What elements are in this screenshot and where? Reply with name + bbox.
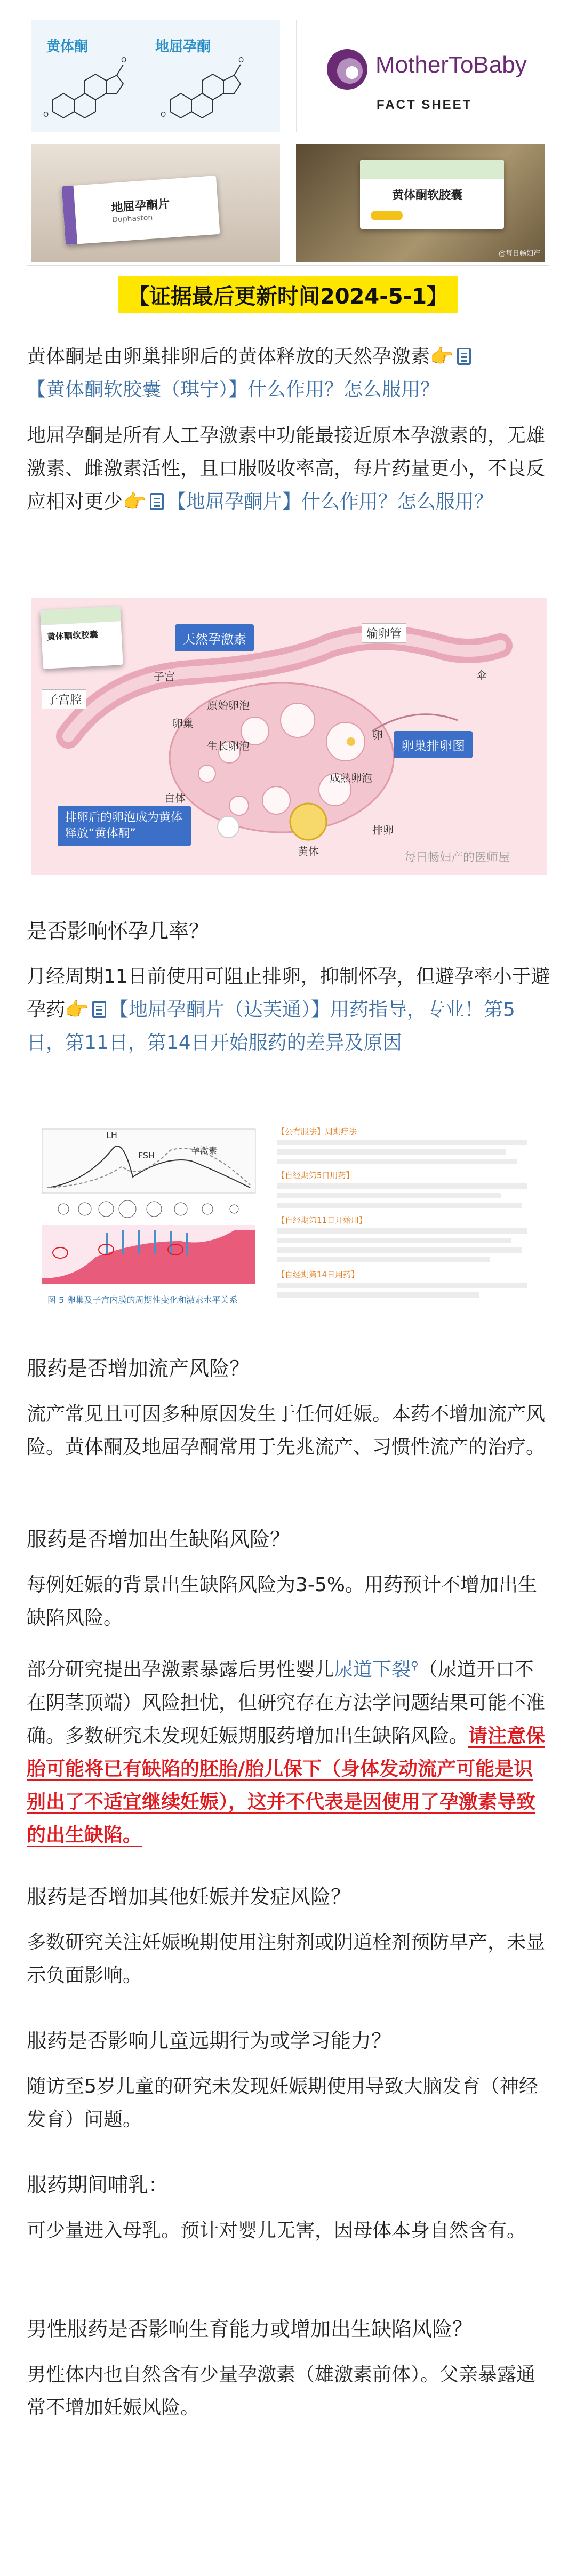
mature-follicle-label: 成熟卵泡 [330,772,372,784]
section-heading-complications: 服药是否增加其他妊娠并发症风险？ [27,1885,351,1909]
natural-progestin-tag: 天然孕激素 [175,624,254,651]
dydrogesterone-box-photo [31,144,280,262]
paragraph-hypospadias [27,1649,552,1852]
progestin-curve-label: 孕激素 [191,1146,218,1156]
lh-label: LH [106,1130,117,1140]
drug-box [62,176,220,245]
drug-box-2 [360,160,504,229]
progesterone-label: 黄体酮 [46,39,89,55]
ovulation-diagram-tag: 卵巢排卵图 [394,731,473,758]
document-icon [457,348,471,365]
ovum-label: 卵 [372,729,383,742]
note-title-1: 【公有服法】周期疗法 [277,1127,357,1136]
dydrogesterone-label: 地屈孕酮 [155,39,211,55]
capsule-box [40,606,123,669]
capsule-box-name: 黄体酮软胶囊 [46,629,99,642]
section-heading-miscarriage: 服药是否增加流产风险？ [27,1357,250,1380]
fallopian-tube-label: 输卵管 [362,623,406,643]
paragraph-text: 部分研究提出孕激素暴露后男性婴儿 [27,1659,334,1681]
uterus-label: 子宫 [154,670,175,683]
section-heading-pregnancy: 是否影响怀孕几率？ [27,919,210,943]
mothertobaby-title: MotherToBaby [375,52,527,78]
ovary-label: 卵巢 [172,717,194,730]
paragraph-birth-defects-risk: 每例妊娠的背景出生缺陷风险为3-5%。用药预计不增加出生缺陷风险。 [27,1574,538,1629]
mothertobaby-logo-icon [325,47,369,91]
paragraph-text: 地屈孕酮是所有人工孕激素中功能最接近原本孕激素的，无雄激素、雌激素活性，且口服吸收率高，每片药量更小，不良反应相对更少👉 [27,425,546,513]
primordial-follicle-label: 原始卵泡 [207,699,250,712]
update-date-text: 【证据最后更新时间2024-5-1】 [118,276,458,313]
paragraph-dydrogesterone [27,419,552,519]
paragraph-progesterone [27,340,552,407]
warning-highlight: 请注意保胎可能将已有缺陷的胚胎/胎儿保下（身体发动流产可能是识别出了不适宜继续妊娠），这并不代表是因使用了孕激素导致的出生缺陷。 [27,1725,546,1846]
svg-text:O: O [121,57,127,65]
molecule-drawing [31,20,280,132]
hypospadias-link[interactable]: 尿道下裂 [334,1659,411,1681]
growing-follicle-label: 生长卵泡 [207,740,250,752]
uterine-cavity-label: 子宫腔 [42,689,86,709]
diagram2-notes [277,1126,538,1307]
svg-text:O: O [43,111,49,119]
header-image-grid[interactable] [27,15,549,266]
search-icon[interactable]: ⚲ [411,1659,419,1672]
update-date-banner [0,276,576,313]
progesterone-box-photo [296,144,545,262]
diagram-watermark: 每日畅妇产的医师屋 [404,851,510,864]
drug-box-brand: Duphaston [111,213,153,225]
dydrogesterone-tablet-link[interactable]: 【地屈孕酮片】什么作用？怎么服用？ [166,491,493,513]
corpus-luteum-label: 黄体 [298,845,319,858]
section-heading-male-exposure: 男性服药是否影响生育能力或增加出生缺陷风险？ [27,2317,473,2341]
chemical-structure-image [31,20,280,132]
hormone-cycle-diagram[interactable] [31,1118,547,1315]
paragraph-text: 黄体酮是由卵巢排卵后的黄体释放的天然孕激素👉 [27,346,454,368]
ovulation-note-tag: 排卵后的卵泡成为黄体释放“黄体酮” [58,806,191,846]
fact-sheet-label: FACT SHEET [377,98,473,112]
paragraph-complications: 多数研究关注妊娠晚期使用注射剂或阴道栓剂预防早产，未显示负面影响。 [27,1931,546,1986]
paragraph-child-development: 随访至5岁儿童的研究未发现妊娠期使用导致大脑发育（神经发育）问题。 [27,2076,538,2130]
section-heading-child-development: 服药是否影响儿童远期行为或学习能力？ [27,2029,392,2053]
diagram2-caption: 图 5 卵巢及子宫内膜的周期性变化和激素水平关系 [47,1295,238,1305]
mothertobaby-logo-image [296,20,545,132]
document-icon [92,1001,106,1018]
ovulated-label: 排卵 [372,824,394,837]
section-heading-breastfeeding: 服药期间哺乳： [27,2173,169,2197]
fimbria-label: 伞 [476,669,487,682]
paragraph-miscarriage: 流产常见且可因多种原因发生于任何妊娠。本药不增加流产风险。黄体酮及地屈孕酮常用于先兆流产、习惯性流产的治疗。 [27,1403,546,1458]
paragraph-text: 月经周期11日前使用可阻止排卵，抑制怀孕，但避孕率小于避孕药👉 [27,966,550,1021]
paragraph-pregnancy [27,960,552,1060]
paragraph-male-exposure: 男性体内也自然含有少量孕激素（雄激素前体）。父亲暴露通常不增加妊娠风险。 [27,2364,536,2419]
svg-text:O: O [161,111,166,119]
note-title-2: 【自经期第5日用药】 [277,1171,354,1180]
corpus-albicans-label: 白体 [164,792,186,805]
paragraph-breastfeeding: 可少量进入母乳。预计对婴儿无害，因母体本身自然含有。 [27,2220,526,2241]
drug-box-2-name: 黄体酮软胶囊 [392,189,463,202]
svg-text:O: O [238,57,244,65]
photo-watermark: @每日畅妇产 [498,250,540,258]
hormone-curve-drawing [31,1118,266,1315]
paragraph-text-2: （尿道开口不在阴茎顶端）风险担忧，但研究存在方法学问题结果可能不准确。多数研究未发现妊娠期服药增加出生缺陷风险。 [27,1659,546,1747]
ovary-uterus-diagram[interactable] [31,598,547,875]
section-heading-birth-defects: 服药是否增加出生缺陷风险？ [27,1528,291,1551]
note-title-4: 【自经期第14日用药】 [277,1270,359,1279]
dydrogesterone-guide-link[interactable]: 【地屈孕酮片（达芙通）】用药指导，专业！第5日，第11日，第14日开始服药的差异及原因 [27,999,515,1054]
drug-box-name: 地屈孕酮片 [110,197,171,215]
document-icon [150,493,164,510]
note-title-3: 【自经期第11日开始用】 [277,1215,367,1225]
progesterone-capsule-link[interactable]: 【黄体酮软胶囊（琪宁）】什么作用？怎么服用？ [27,379,440,401]
fsh-label: FSH [138,1150,155,1160]
